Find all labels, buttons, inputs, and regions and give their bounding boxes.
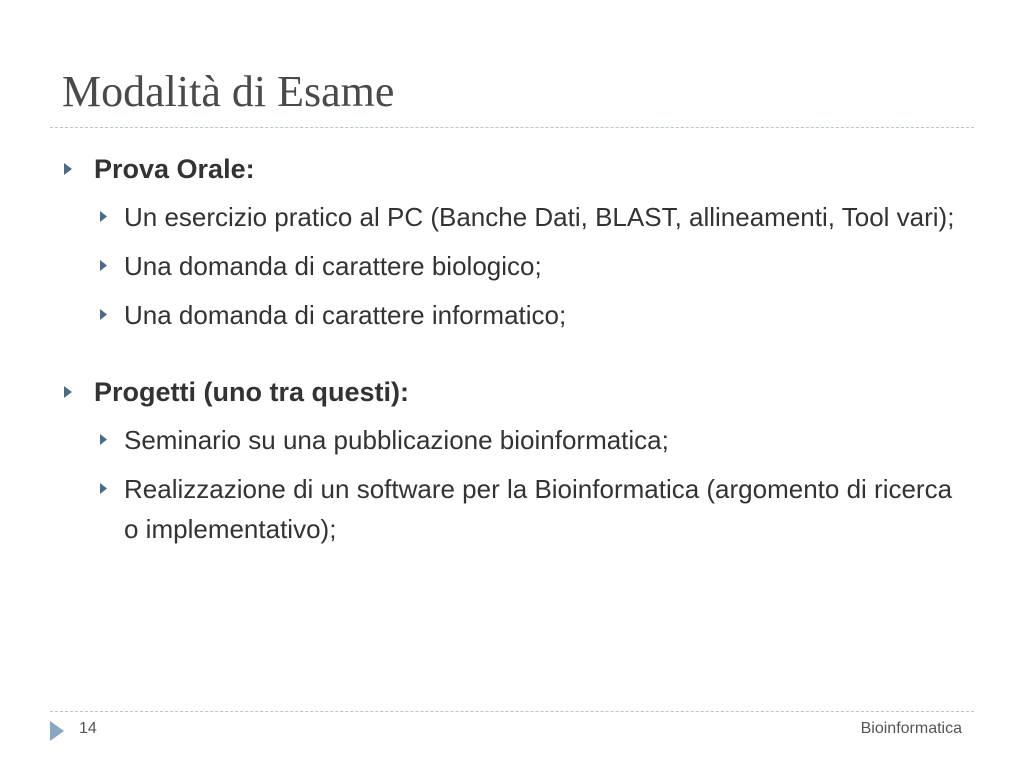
section-heading-text: Prova Orale: bbox=[94, 154, 255, 184]
section-heading-oral-exam bbox=[62, 150, 972, 188]
list-item-oral-informatics bbox=[62, 295, 972, 335]
section-heading-projects bbox=[62, 373, 972, 411]
triangle-right-icon bbox=[50, 721, 64, 746]
list-item-text: Una domanda di carattere biologico; bbox=[124, 251, 542, 281]
triangle-right-icon bbox=[100, 309, 107, 320]
triangle-right-icon bbox=[100, 434, 107, 445]
section-spacer bbox=[62, 335, 972, 373]
triangle-right-icon bbox=[64, 386, 72, 398]
triangle-right-icon bbox=[100, 260, 107, 271]
list-item-oral-biology bbox=[62, 246, 972, 286]
title-divider bbox=[50, 127, 974, 128]
slide-content bbox=[62, 150, 972, 549]
list-item-project-software bbox=[62, 469, 972, 549]
triangle-right-icon bbox=[100, 211, 107, 222]
page-number: 14 bbox=[79, 720, 97, 737]
triangle-right-icon bbox=[64, 163, 72, 175]
section-heading-text: Progetti (uno tra questi): bbox=[94, 377, 409, 407]
list-item-text: Seminario su una pubblicazione bioinformatica; bbox=[124, 425, 669, 455]
triangle-right-icon bbox=[100, 483, 107, 494]
list-item-text: Una domanda di carattere informatico; bbox=[124, 300, 567, 330]
list-item-oral-practical bbox=[62, 197, 972, 237]
list-item-project-seminar bbox=[62, 420, 972, 460]
list-item-text: Un esercizio pratico al PC (Banche Dati, BLAST, allineamenti, Tool vari); bbox=[124, 202, 955, 232]
footer-title: Bioinformatica bbox=[860, 720, 962, 737]
list-item-text: Realizzazione di un software per la Bioinformatica (argomento di ricerca o implementativo); bbox=[124, 474, 953, 544]
slide-title: Modalità di Esame bbox=[62, 67, 395, 116]
footer-divider bbox=[50, 711, 974, 712]
